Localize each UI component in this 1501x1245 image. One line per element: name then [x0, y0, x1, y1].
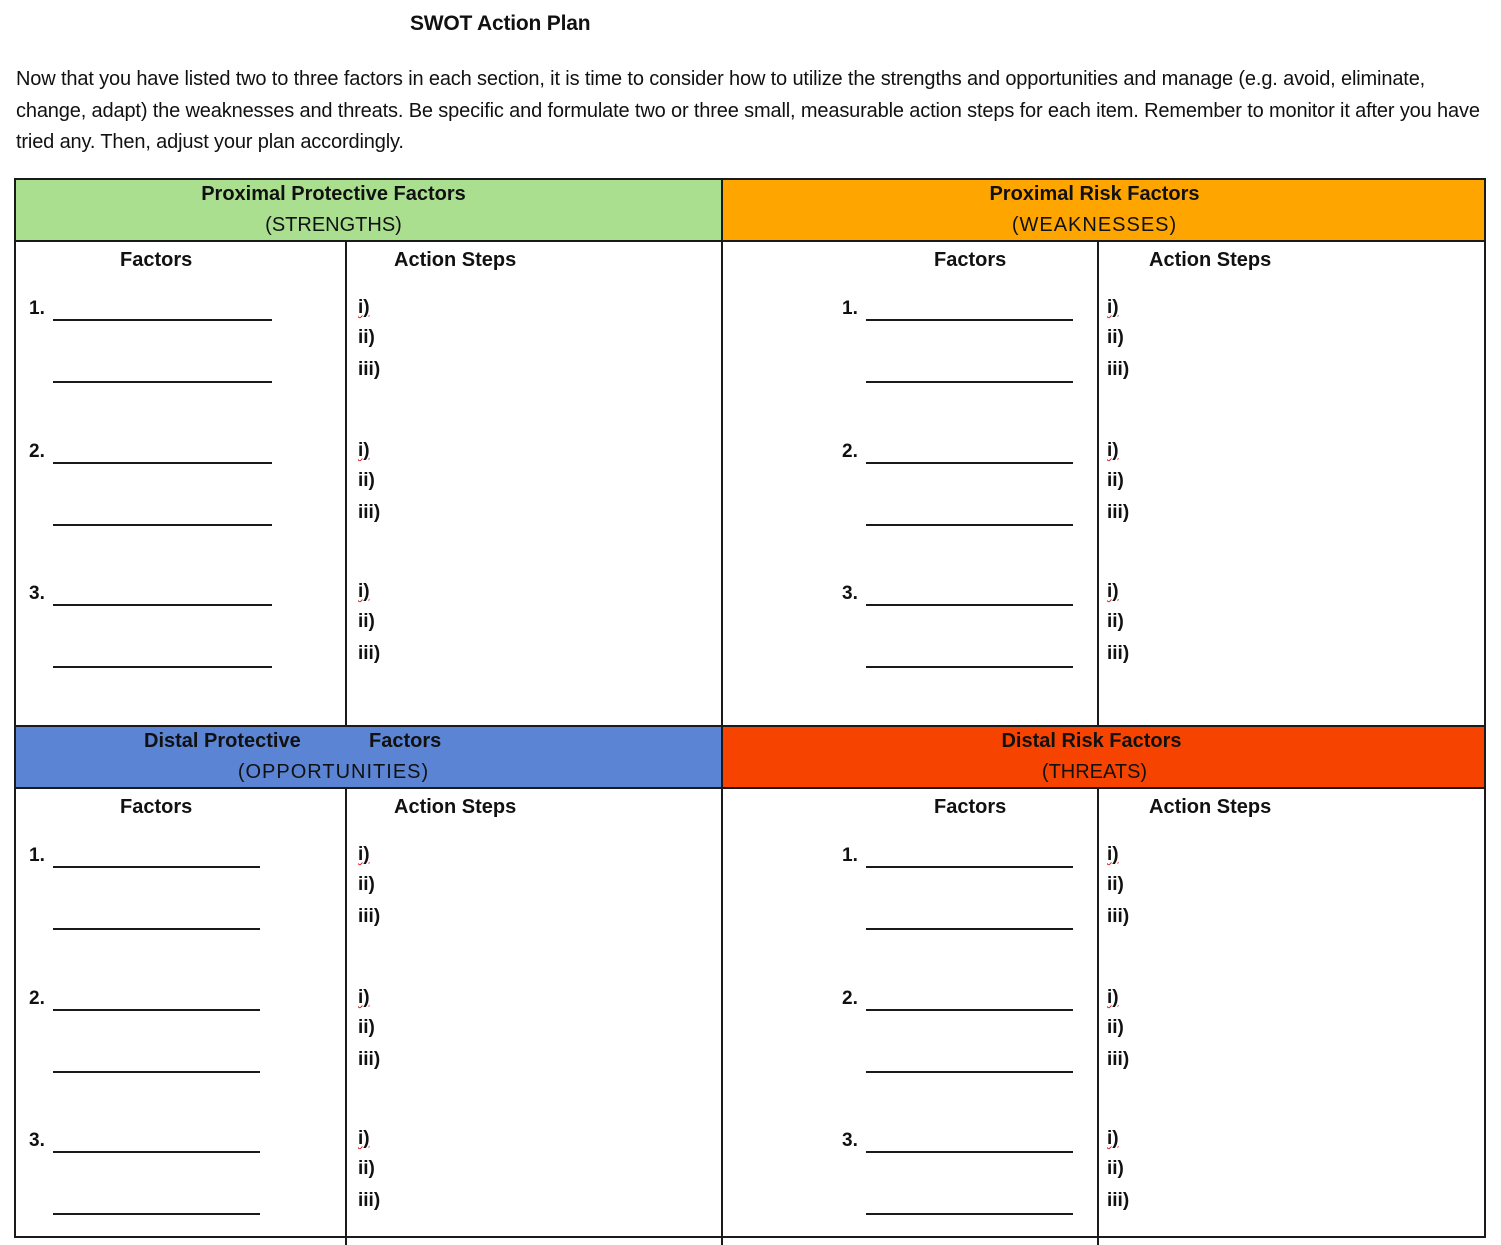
action-step: iii) — [1107, 1190, 1130, 1211]
header-subtitle: (OPPORTUNITIES) — [237, 761, 430, 783]
action-step: i) — [1107, 581, 1119, 602]
action-step: ii) — [358, 874, 375, 895]
header-opportunities — [16, 727, 721, 789]
action-step: i) — [358, 581, 370, 602]
factor-blank[interactable] — [53, 381, 272, 383]
factor-blank[interactable] — [866, 928, 1073, 930]
factor-blank[interactable] — [53, 866, 260, 868]
action-steps-heading: Action Steps — [1149, 249, 1272, 271]
header-title-part-a: Distal Protective — [144, 730, 301, 752]
factor-blank[interactable] — [866, 866, 1073, 868]
action-step: ii) — [358, 1017, 375, 1038]
factor-blank[interactable] — [866, 666, 1073, 668]
header-subtitle: (STRENGTHS) — [265, 214, 402, 236]
column-divider — [345, 242, 347, 725]
action-step: ii) — [358, 327, 375, 348]
factor-blank[interactable] — [53, 1009, 260, 1011]
action-steps-heading: Action Steps — [394, 796, 517, 818]
factor-blank[interactable] — [866, 319, 1073, 321]
factor-number: 2. — [29, 988, 45, 1009]
factor-blank[interactable] — [53, 319, 272, 321]
page-title: SWOT Action Plan — [410, 12, 591, 35]
factor-blank[interactable] — [866, 604, 1073, 606]
header-subtitle: (WEAKNESSES) — [1011, 214, 1178, 236]
intro-paragraph: Now that you have listed two to three factors in each section, it is time to consider how to utilize the strengths and opportunities and manage (e.g. avoid, eliminate, change, adapt) the weaknesses and threats. Be specific and formulate two or three small, measurable action steps for each item. Remember to monitor it after you have tried any. Then, adjust your plan accordingly. — [16, 68, 1480, 153]
action-step: i) — [1107, 987, 1119, 1008]
factor-number: 3. — [842, 583, 858, 604]
factor-blank[interactable] — [866, 381, 1073, 383]
header-weaknesses — [723, 180, 1484, 242]
column-divider — [1097, 789, 1099, 1245]
header-title: Proximal Protective Factors — [201, 183, 466, 205]
factor-blank[interactable] — [53, 666, 272, 668]
factor-number: 1. — [29, 298, 45, 319]
action-step: i) — [1107, 1128, 1119, 1149]
action-step: iii) — [358, 906, 381, 927]
action-step: iii) — [1107, 906, 1130, 927]
factor-number: 1. — [29, 845, 45, 866]
action-step: iii) — [358, 643, 381, 664]
action-step: i) — [1107, 297, 1119, 318]
factor-number: 3. — [842, 1130, 858, 1151]
action-step: ii) — [1107, 1158, 1124, 1179]
column-divider — [1097, 242, 1099, 725]
action-step: ii) — [1107, 874, 1124, 895]
factor-blank[interactable] — [53, 462, 272, 464]
action-step: ii) — [1107, 611, 1124, 632]
action-step: ii) — [1107, 327, 1124, 348]
factor-number: 3. — [29, 1130, 45, 1151]
action-step: ii) — [358, 1158, 375, 1179]
quadrant-strengths — [16, 180, 721, 725]
header-subtitle: (THREATS) — [1041, 761, 1148, 783]
factors-heading: Factors — [934, 796, 1007, 818]
quadrant-opportunities — [16, 725, 721, 1245]
action-step: ii) — [358, 611, 375, 632]
header-strengths — [16, 180, 721, 242]
action-step: ii) — [358, 470, 375, 491]
action-step: iii) — [1107, 502, 1130, 523]
factor-number: 2. — [842, 441, 858, 462]
action-step: i) — [358, 440, 370, 461]
factor-number: 2. — [842, 988, 858, 1009]
factor-blank[interactable] — [53, 1071, 260, 1073]
factor-blank[interactable] — [866, 1071, 1073, 1073]
factor-blank[interactable] — [53, 604, 272, 606]
factor-number: 3. — [29, 583, 45, 604]
factors-heading: Factors — [120, 249, 193, 271]
factor-blank[interactable] — [53, 1213, 260, 1215]
factor-blank[interactable] — [53, 1151, 260, 1153]
factor-blank[interactable] — [866, 1009, 1073, 1011]
column-divider — [345, 789, 347, 1245]
factors-heading: Factors — [934, 249, 1007, 271]
action-step: i) — [358, 987, 370, 1008]
factor-blank[interactable] — [53, 524, 272, 526]
header-title: Proximal Risk Factors — [989, 183, 1200, 205]
header-title: Distal Risk Factors — [1001, 730, 1182, 752]
factors-heading: Factors — [120, 796, 193, 818]
action-step: i) — [1107, 440, 1119, 461]
action-step: iii) — [1107, 643, 1130, 664]
factor-number: 1. — [842, 298, 858, 319]
action-step: iii) — [358, 502, 381, 523]
action-step: i) — [358, 1128, 370, 1149]
factor-number: 1. — [842, 845, 858, 866]
factor-blank[interactable] — [866, 1151, 1073, 1153]
action-step: i) — [1107, 844, 1119, 865]
action-step: iii) — [1107, 359, 1130, 380]
factor-blank[interactable] — [53, 928, 260, 930]
action-step: iii) — [358, 1190, 381, 1211]
header-threats — [723, 727, 1484, 789]
action-step: ii) — [1107, 1017, 1124, 1038]
action-steps-heading: Action Steps — [1149, 796, 1272, 818]
action-step: iii) — [358, 359, 381, 380]
factor-number: 2. — [29, 441, 45, 462]
factor-blank[interactable] — [866, 462, 1073, 464]
action-step: iii) — [1107, 1049, 1130, 1070]
header-title-part-b: Factors — [369, 730, 442, 752]
action-step: i) — [358, 297, 370, 318]
factor-blank[interactable] — [866, 1213, 1073, 1215]
action-step: iii) — [358, 1049, 381, 1070]
action-step: ii) — [1107, 470, 1124, 491]
swot-grid — [14, 178, 1486, 1238]
quadrant-weaknesses — [721, 180, 1484, 725]
action-step: i) — [358, 844, 370, 865]
factor-blank[interactable] — [866, 524, 1073, 526]
action-steps-heading: Action Steps — [394, 249, 517, 271]
quadrant-threats — [721, 725, 1484, 1245]
